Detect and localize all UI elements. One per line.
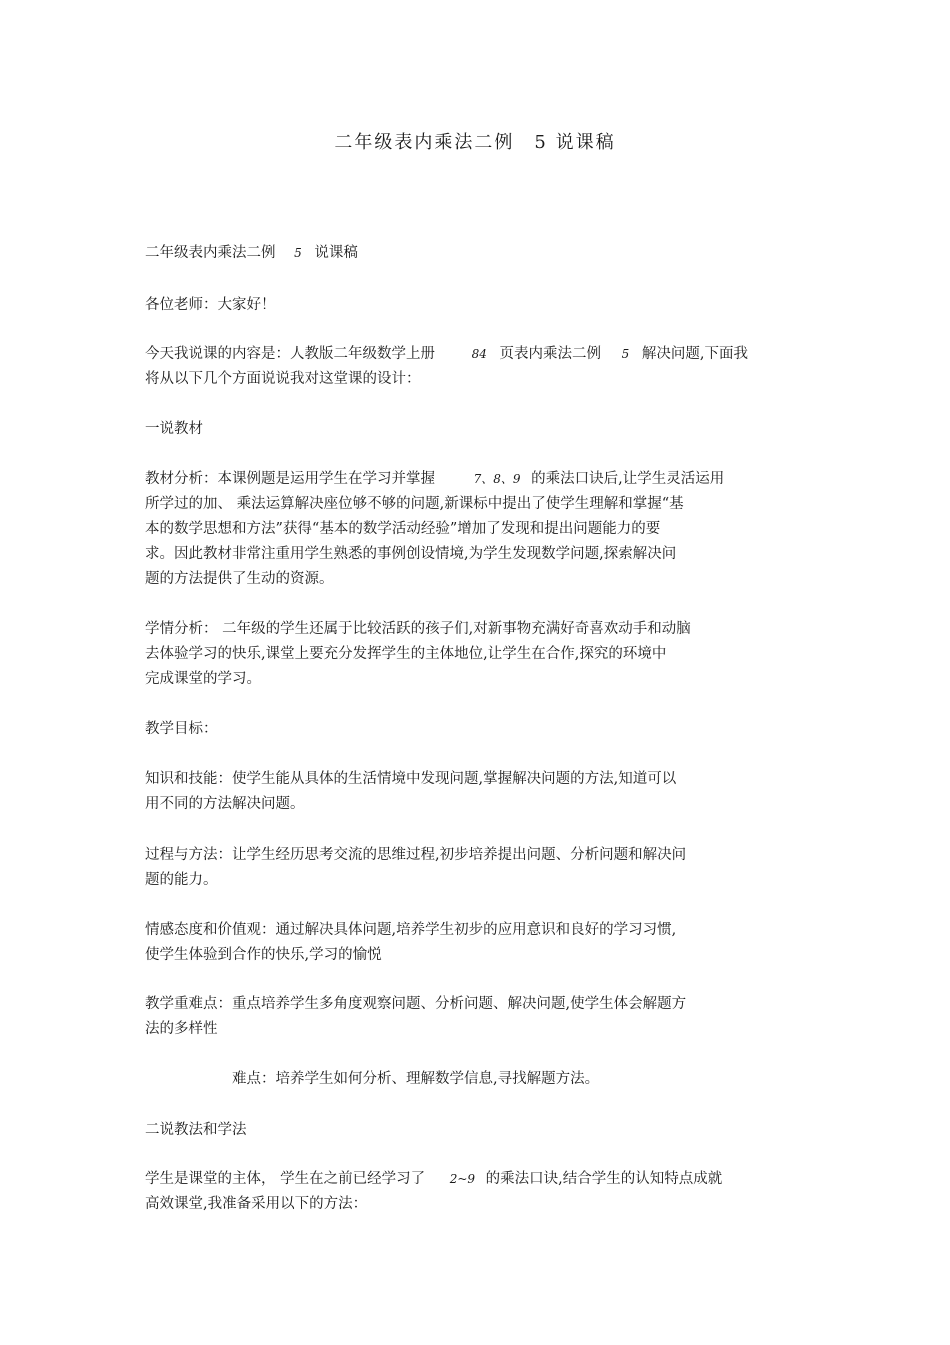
subheading-text: 二年级表内乘法二例: [145, 245, 276, 261]
document-title: 二年级表内乘法二例 5 说课稿: [334, 132, 616, 153]
students-line-3: 完成课堂的学习。: [145, 671, 261, 687]
emotion-line-2: 使学生体验到合作的快乐,学习的愉悦: [145, 947, 382, 963]
students-line-2: 去体验学习的快乐,课堂上要充分发挥学生的主体地位,让学生在合作,探究的环境中: [145, 646, 667, 662]
intro-line-2: 将从以下几个方面说说我对这堂课的设计：: [145, 371, 421, 387]
method-text: 的乘法口诀,结合学生的认知特点成就: [485, 1171, 723, 1187]
analysis-line-5: 题的方法提供了生动的资源。: [145, 571, 334, 587]
intro-text: 页表内乘法二例: [499, 346, 601, 362]
section-heading-2: 二说教法和学法: [145, 1122, 247, 1138]
lesson-number: 5: [294, 246, 302, 260]
knowledge-line-2: 用不同的方法解决问题。: [145, 796, 305, 812]
intro-text: 今天我说课的内容是：人教版二年级数学上册: [145, 346, 435, 362]
students-line-1: 学情分析： 二年级的学生还属于比较活跃的孩子们,对新事物充满好奇喜欢动手和动脑: [145, 621, 691, 637]
method-line-2: 高效课堂,我准备采用以下的方法：: [145, 1196, 368, 1212]
keypoints-line-1: 教学重难点：重点培养学生多角度观察问题、分析问题、解决问题,使学生体会解题方: [145, 996, 687, 1012]
analysis-line-4: 求。因此教材非常注重用学生熟悉的事例创设情境,为学生发现数学问题,探索解决问: [145, 546, 677, 562]
analysis-text: 教材分析：本课例题是运用学生在学习并掌握: [145, 471, 435, 487]
greeting: 各位老师：大家好！: [145, 297, 276, 313]
section-heading-1: 一说教材: [145, 421, 203, 437]
keypoints-line-2: 法的多样性: [145, 1021, 218, 1037]
subheading: [145, 243, 358, 263]
subheading-suffix: 说课稿: [314, 245, 358, 261]
analysis-text: 的乘法口诀后,让学生灵活运用: [531, 471, 725, 487]
method-line-1: [145, 1169, 722, 1189]
intro-text: 解决问题,下面我: [641, 346, 748, 362]
process-line-2: 题的能力。: [145, 872, 218, 888]
range-numbers: 2~9: [449, 1172, 476, 1186]
knowledge-line-1: 知识和技能：使学生能从具体的生活情境中发现问题,掌握解决问题的方法,知道可以: [145, 771, 677, 787]
intro-line-1: [145, 344, 748, 364]
analysis-line-3: 本的数学思想和方法”获得“基本的数学活动经验”增加了发现和提出问题能力的要: [145, 521, 661, 537]
analysis-line-1: [145, 469, 724, 489]
analysis-line-2: 所学过的加、 乘法运算解决座位够不够的问题,新课标中提出了使学生理解和掌握“基: [145, 496, 684, 512]
page-number: 84: [471, 347, 487, 361]
goals-heading: 教学目标：: [145, 721, 218, 737]
example-number: 5: [621, 347, 630, 361]
emotion-line-1: 情感态度和价值观：通过解决具体问题,培养学生初步的应用意识和良好的学习习惯,: [145, 922, 677, 938]
method-text: 学生是课堂的主体， 学生在之前已经学习了: [145, 1171, 426, 1187]
difficulty-line: 难点：培养学生如何分析、理解数学信息,寻找解题方法。: [232, 1071, 600, 1087]
process-line-1: 过程与方法：让学生经历思考交流的思维过程,初步培养提出问题、分析问题和解决问: [145, 847, 687, 863]
multiplication-numbers: 7、8、9: [473, 472, 521, 486]
